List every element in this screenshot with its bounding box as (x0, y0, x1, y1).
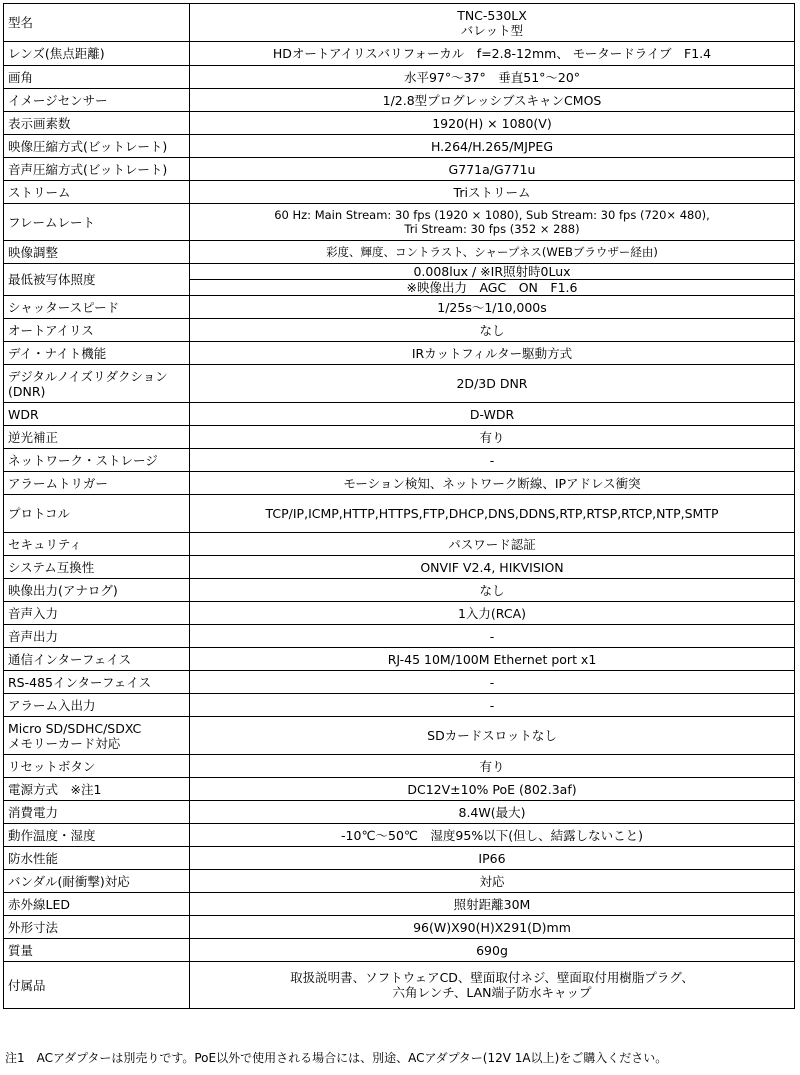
spec-value: IP66 (190, 847, 795, 870)
spec-row (4, 135, 795, 158)
spec-label: 表示画素数 (4, 112, 190, 135)
spec-label: レンズ(焦点距離) (4, 42, 190, 66)
spec-value: 取扱説明書、ソフトウェアCD、壁面取付ネジ、壁面取付用樹脂プラグ、 六角レンチ、LAN端子防水キャップ (190, 962, 795, 1009)
spec-row (4, 556, 795, 579)
spec-row (4, 717, 795, 755)
spec-table (3, 3, 795, 1009)
spec-label: 消費電力 (4, 801, 190, 824)
spec-value: ※映像出力 AGC ON F1.6 (190, 280, 795, 296)
spec-value: 1/2.8型プログレッシブスキャンCMOS (190, 89, 795, 112)
spec-value: モーション検知、ネットワーク断線、IPアドレス衝突 (190, 472, 795, 495)
spec-value: DC12V±10% PoE (802.3af) (190, 778, 795, 801)
spec-row (4, 426, 795, 449)
spec-row (4, 755, 795, 778)
spec-row (4, 870, 795, 893)
spec-table-body (4, 4, 795, 1009)
spec-row (4, 181, 795, 204)
spec-row (4, 472, 795, 495)
spec-label: 質量 (4, 939, 190, 962)
spec-label: WDR (4, 403, 190, 426)
spec-label: シャッタースピード (4, 296, 190, 319)
spec-row (4, 533, 795, 556)
spec-value: ONVIF V2.4, HIKVISION (190, 556, 795, 579)
spec-row (4, 602, 795, 625)
spec-label: 赤外線LED (4, 893, 190, 916)
spec-value: RJ-45 10M/100M Ethernet port x1 (190, 648, 795, 671)
spec-value: 有り (190, 755, 795, 778)
spec-value: TNC-530LX バレット型 (190, 4, 795, 42)
spec-row (4, 204, 795, 241)
spec-label: 防水性能 (4, 847, 190, 870)
spec-label: 電源方式 ※注1 (4, 778, 190, 801)
spec-value: TCP/IP,ICMP,HTTP,HTTPS,FTP,DHCP,DNS,DDNS,RTP,RTSP,RTCP,NTP,SMTP (190, 495, 795, 533)
spec-value: 1920(H) × 1080(V) (190, 112, 795, 135)
spec-row (4, 962, 795, 1009)
spec-label: 付属品 (4, 962, 190, 1009)
spec-value: 60 Hz: Main Stream: 30 fps (1920 × 1080), Sub Stream: 30 fps (720× 480), Tri Stream: 30 fps (352 × 288) (190, 204, 795, 241)
spec-label: ネットワーク・ストレージ (4, 449, 190, 472)
spec-row (4, 241, 795, 264)
spec-row (4, 4, 795, 42)
spec-value: - (190, 694, 795, 717)
spec-row (4, 916, 795, 939)
spec-value: パスワード認証 (190, 533, 795, 556)
spec-label: バンダル(耐衝撃)対応 (4, 870, 190, 893)
spec-value: 有り (190, 426, 795, 449)
spec-row (4, 319, 795, 342)
spec-label: リセットボタン (4, 755, 190, 778)
spec-row (4, 403, 795, 426)
spec-label: ストリーム (4, 181, 190, 204)
spec-label: 音声圧縮方式(ビットレート) (4, 158, 190, 181)
spec-row (4, 694, 795, 717)
spec-value: HDオートアイリスバリフォーカル f=2.8-12mm、 モータードライブ F1.4 (190, 42, 795, 66)
spec-row (4, 158, 795, 181)
spec-value: 1/25s～1/10,000s (190, 296, 795, 319)
spec-value: なし (190, 319, 795, 342)
spec-label: 映像出力(アナログ) (4, 579, 190, 602)
spec-row (4, 365, 795, 403)
spec-value: 8.4W(最大) (190, 801, 795, 824)
footnote: 注1 ACアダプターは別売りです。PoE以外で使用される場合には、別途、ACアダプター(12V 1A以上)をご購入ください。 (5, 1051, 668, 1065)
spec-value: 照射距離30M (190, 893, 795, 916)
spec-value: なし (190, 579, 795, 602)
spec-value: 96(W)X90(H)X291(D)mm (190, 916, 795, 939)
spec-value: 690g (190, 939, 795, 962)
spec-label: フレームレート (4, 204, 190, 241)
spec-row (4, 66, 795, 89)
spec-value: 2D/3D DNR (190, 365, 795, 403)
spec-label: プロトコル (4, 495, 190, 533)
spec-value: - (190, 625, 795, 648)
spec-row (4, 495, 795, 533)
spec-row (4, 89, 795, 112)
spec-value: SDカードスロットなし (190, 717, 795, 755)
spec-row (4, 264, 795, 280)
spec-label: 音声出力 (4, 625, 190, 648)
spec-value: H.264/H.265/MJPEG (190, 135, 795, 158)
spec-value: - (190, 449, 795, 472)
spec-label: イメージセンサー (4, 89, 190, 112)
spec-label: システム互換性 (4, 556, 190, 579)
spec-label: セキュリティ (4, 533, 190, 556)
spec-row (4, 112, 795, 135)
spec-row (4, 939, 795, 962)
spec-value: - (190, 671, 795, 694)
spec-label: 型名 (4, 4, 190, 42)
spec-label: デジタルノイズリダクション (DNR) (4, 365, 190, 403)
spec-label: 通信インターフェイス (4, 648, 190, 671)
spec-value: 水平97°～37° 垂直51°～20° (190, 66, 795, 89)
spec-row (4, 847, 795, 870)
spec-label: 逆光補正 (4, 426, 190, 449)
spec-label: 映像調整 (4, 241, 190, 264)
spec-value: G771a/G771u (190, 158, 795, 181)
spec-label: 動作温度・湿度 (4, 824, 190, 847)
spec-value: 対応 (190, 870, 795, 893)
spec-row (4, 625, 795, 648)
spec-value: 彩度、輝度、コントラスト、シャープネス(WEBブラウザー経由) (190, 241, 795, 264)
spec-row (4, 893, 795, 916)
spec-label: 最低被写体照度 (4, 264, 190, 296)
spec-row (4, 671, 795, 694)
spec-value: 1入力(RCA) (190, 602, 795, 625)
spec-row (4, 824, 795, 847)
spec-row (4, 648, 795, 671)
spec-row (4, 801, 795, 824)
spec-value: -10℃～50℃ 湿度95%以下(但し、結露しないこと) (190, 824, 795, 847)
spec-label: オートアイリス (4, 319, 190, 342)
spec-value: Triストリーム (190, 181, 795, 204)
spec-row (4, 778, 795, 801)
spec-label: Micro SD/SDHC/SDXC メモリーカード対応 (4, 717, 190, 755)
spec-label: アラームトリガー (4, 472, 190, 495)
spec-label: 画角 (4, 66, 190, 89)
spec-label: デイ・ナイト機能 (4, 342, 190, 365)
spec-label: 外形寸法 (4, 916, 190, 939)
spec-row (4, 42, 795, 66)
spec-row (4, 342, 795, 365)
spec-value: 0.008lux / ※IR照射時0Lux (190, 264, 795, 280)
spec-row (4, 449, 795, 472)
spec-label: アラーム入出力 (4, 694, 190, 717)
spec-row (4, 579, 795, 602)
spec-value: D-WDR (190, 403, 795, 426)
spec-label: 音声入力 (4, 602, 190, 625)
spec-label: RS-485インターフェイス (4, 671, 190, 694)
spec-row (4, 296, 795, 319)
spec-label: 映像圧縮方式(ビットレート) (4, 135, 190, 158)
spec-value: IRカットフィルター駆動方式 (190, 342, 795, 365)
